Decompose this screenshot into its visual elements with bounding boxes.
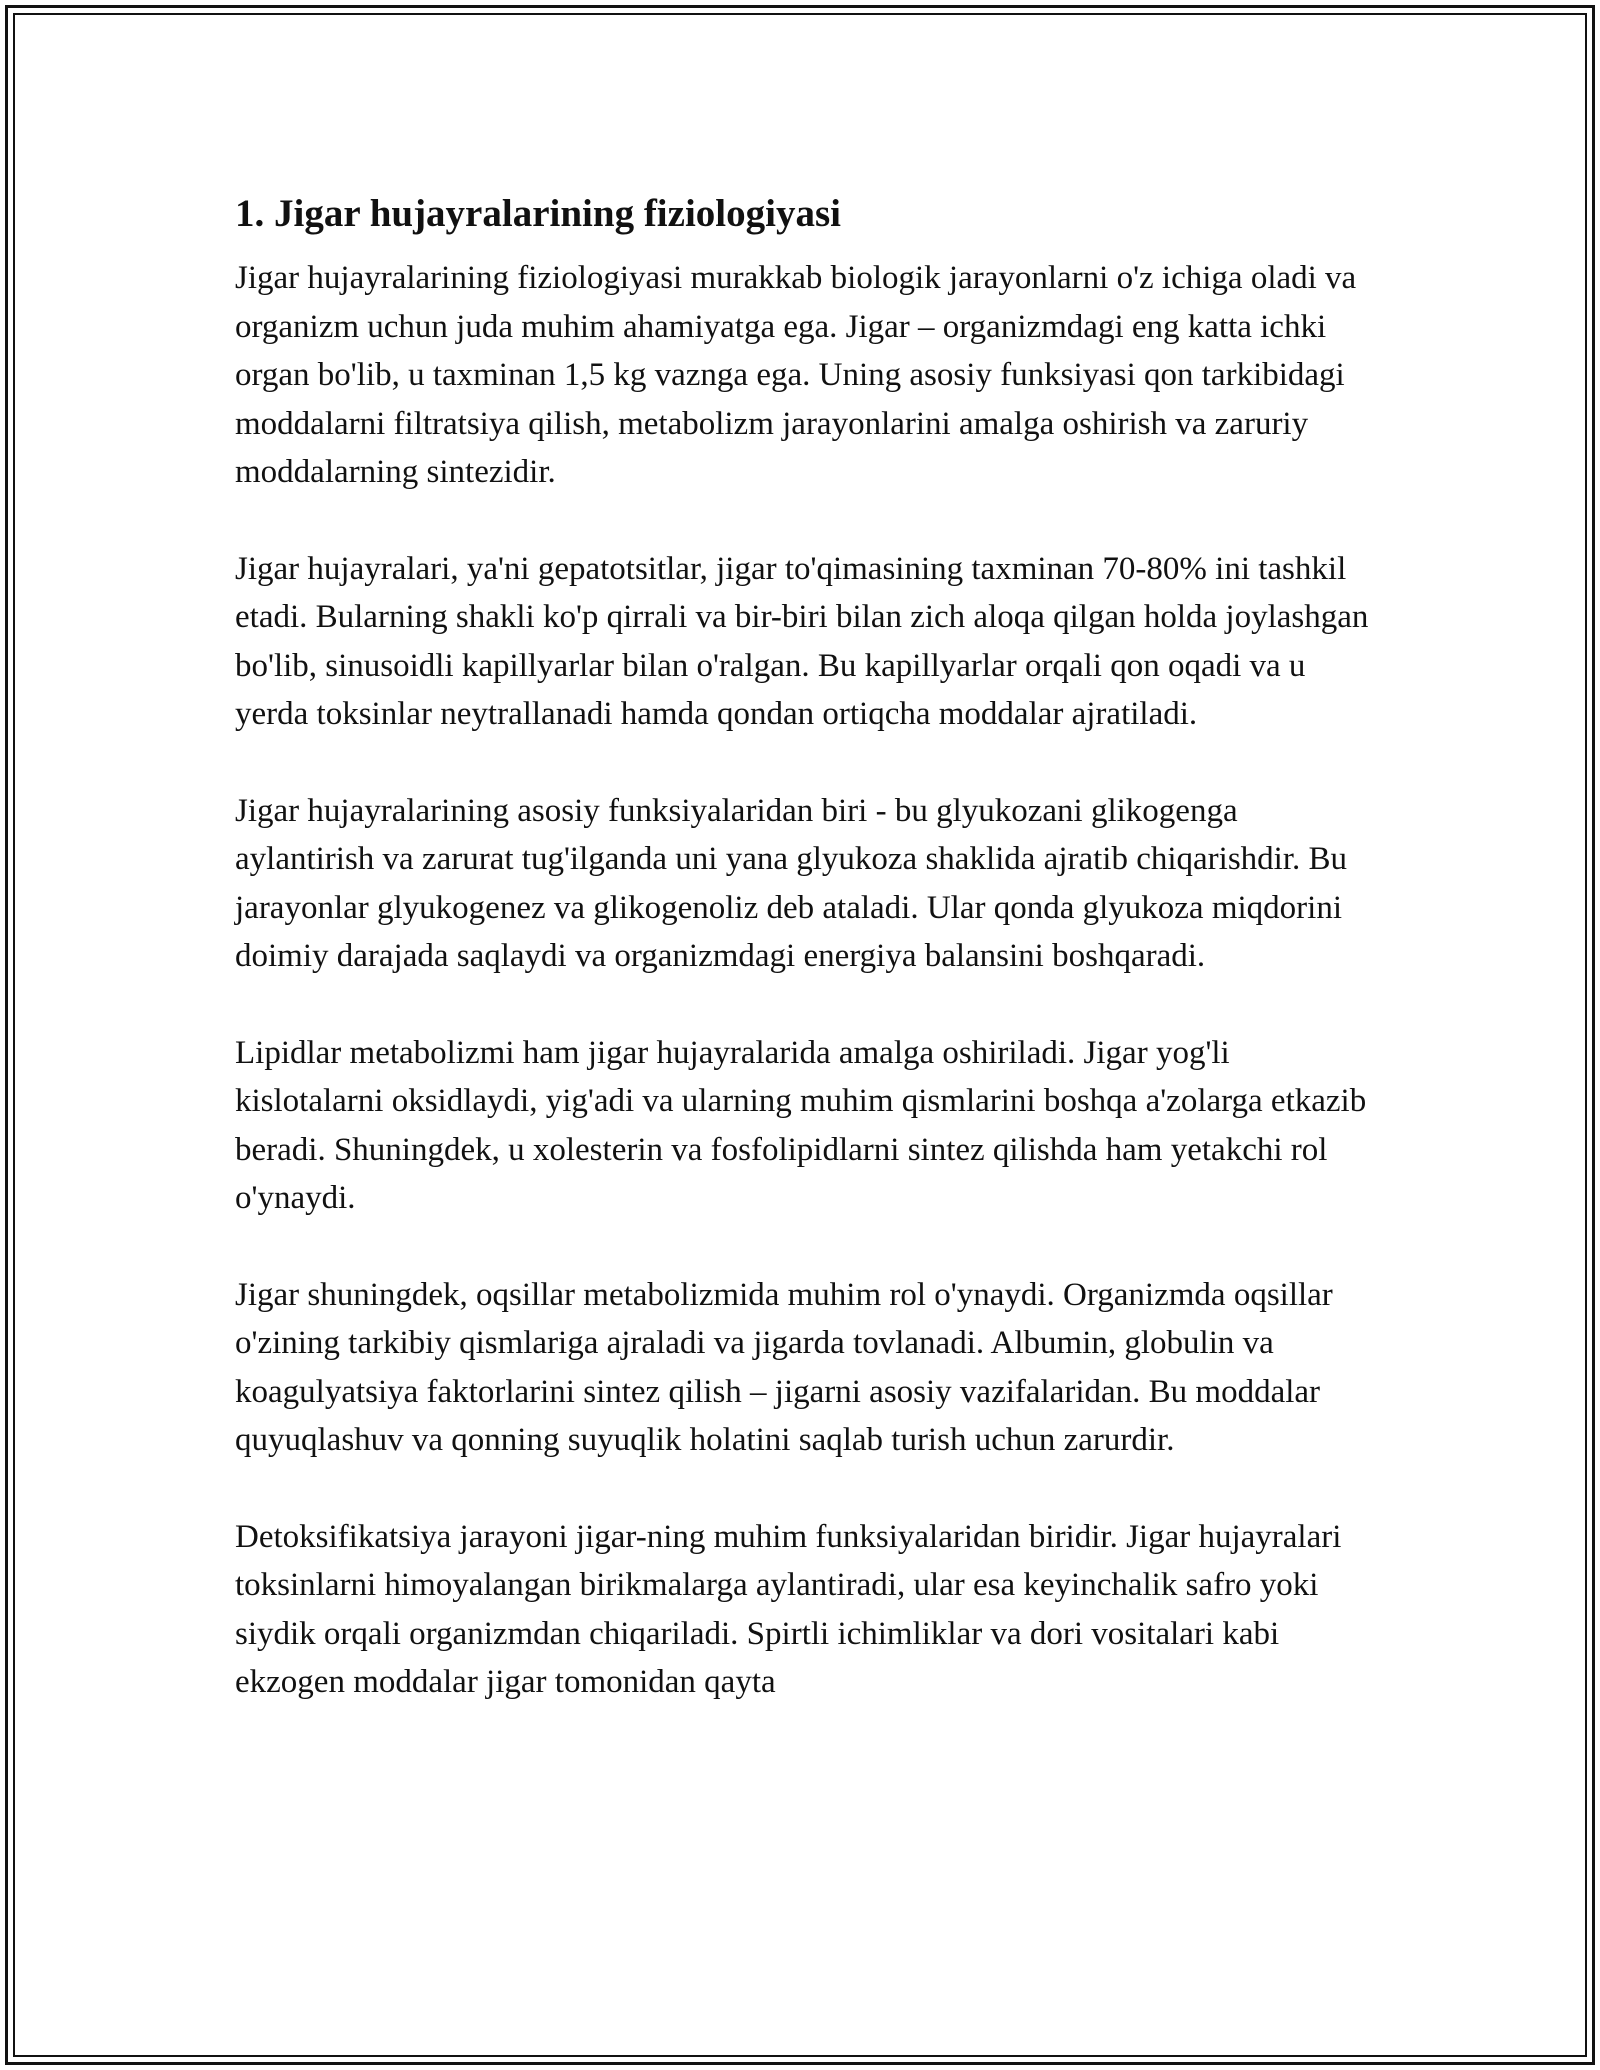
paragraph-2: Jigar hujayralari, ya'ni gepatotsitlar, jigar to'qimasining taxminan 70-80% ini tashkil etadi. Bularning shakli ko'p qirrali va bir-biri bilan zich aloqa qilgan holda joylashgan bo'lib, sinusoidli kapillyarlar bilan o'ralgan. Bu kapillyarlar orqali qon oqadi va u yerda toksinlar neytrallanadi hamda qondan ortiqcha moddalar ajratiladi. [235,550,1369,732]
paragraph-3: Jigar hujayralarining asosiy funksiyalaridan biri - bu glyukozani glikogenga aylantirish va zarurat tug'ilganda uni yana glyukoza shaklida ajratib chiqarishdir. Bu jarayonlar glyukogenez va glikogenoliz deb ataladi. Ular qonda glyukoza miqdorini doimiy darajada saqlaydi va organizmdagi energiya balansini boshqaradi. [235,792,1348,974]
paragraph-4: Lipidlar metabolizmi ham jigar hujayralarida amalga oshiriladi. Jigar yog'li kislotalarni oksidlaydi, yig'adi va ularning muhim qismlarini boshqa a'zolarga etkazib beradi. Shuningdek, u xolesterin va fosfolipidlarni sintez qilishda ham yetakchi rol o'ynaydi. [235,1034,1367,1216]
section-title: 1. Jigar hujayralarining fiziologiyasi [235,192,841,235]
paragraph-5: Jigar shuningdek, oqsillar metabolizmida muhim rol o'ynaydi. Organizmda oqsillar o'zining tarkibiy qismlariga ajraladi va jigarda tovlanadi. Albumin, globulin va koagulyatsiya faktorlarini sintez qilish – jigarni asosiy vazifalaridan. Bu moddalar quyuqlashuv va qonning suyuqlik holatini saqlab turish uchun zarurdir. [235,1276,1333,1458]
document-body [235,186,1375,1755]
paragraph-6: Detoksifikatsiya jarayoni jigar-ning muhim funksiyalaridan biridir. Jigar hujayralari toksinlarni himoyalangan birikmalarga aylantiradi, ular esa keyinchalik safro yoki siydik orqali organizmdan chiqariladi. Spirtli ichimliklar va dori vositalari kabi ekzogen moddalar jigar tomonidan qayta [235,1518,1342,1700]
paragraph-1: Jigar hujayralarining fiziologiyasi murakkab biologik jarayonlarni o'z ichiga oladi va organizm uchun juda muhim ahamiyatga ega. Jigar – organizmdagi eng katta ichki organ bo'lib, u taxminan 1,5 kg vaznga ega. Uning asosiy funksiyasi qon tarkibidagi moddalarni filtratsiya qilish, metabolizm jarayonlarini amalga oshirish va zaruriy moddalarning sintezidir. [235,260,1357,490]
